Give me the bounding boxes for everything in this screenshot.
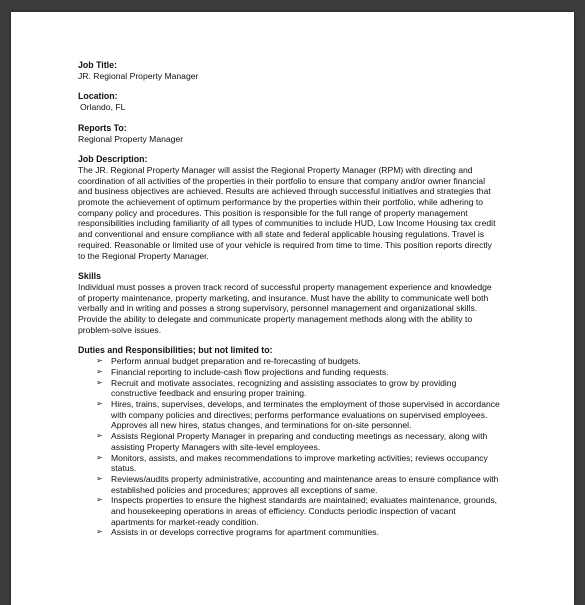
arrow-bullet-icon: ➢ — [96, 398, 103, 408]
duty-item-line: Financial reporting to include-cash flow projections and funding requests. — [111, 366, 389, 377]
job-description-line: coordination of all activities of the properties in their portfolio to ensure that company and/or owner financial — [78, 175, 485, 186]
job-description-line: The JR. Regional Property Manager will assist the Regional Property Manager (RPM) with directing and — [78, 164, 473, 175]
duty-item-line: Approves all new hires, status changes, and terminations for on-site personnel. — [111, 420, 412, 431]
duty-item-line: assisting Property Managers with site-level employees. — [111, 441, 321, 452]
skills-line: verbally and in writing and posses a strong supervisory, personnel management and organizational skills. — [78, 303, 478, 314]
duty-item — [96, 474, 528, 495]
reports-to-section — [78, 123, 528, 144]
duty-item — [96, 495, 528, 527]
duty-item-line: and housekeeping operations in areas of efficiency. Conducts periodic inspection of vacant — [111, 506, 456, 517]
duty-item-line: Inspects properties to ensure the highest standards are maintained; evaluates maintenance, grounds, — [111, 495, 498, 506]
duty-item — [96, 527, 528, 538]
duty-item-line: apartments for market-ready condition. — [111, 516, 259, 527]
document-content — [78, 60, 528, 547]
arrow-bullet-icon: ➢ — [96, 495, 103, 505]
job-description-heading: Job Description: — [78, 154, 148, 165]
duty-item — [96, 399, 528, 431]
skills-section — [78, 271, 528, 335]
duty-item — [96, 431, 528, 452]
duty-item-line: established policies and procedures; approves all exceptions of same. — [111, 484, 378, 495]
duties-section — [78, 345, 528, 538]
skills-line: of property maintenance, property marketing, and insurance. Must have the ability to communicate well both — [78, 292, 489, 303]
job-title-heading: Job Title: — [78, 60, 117, 70]
job-title-section — [78, 60, 528, 81]
duty-item — [96, 367, 528, 378]
skills-line: problem-solve issues. — [78, 324, 162, 335]
arrow-bullet-icon: ➢ — [96, 366, 103, 376]
job-description-text — [78, 165, 528, 261]
duty-item-line: Reviews/audits property administrative, accounting and maintenance areas to ensure compliance with — [111, 473, 499, 484]
job-description-section — [78, 154, 528, 261]
duty-item-line: Monitors, assists, and makes recommendations to improve marketing activities; reviews occupancy — [111, 452, 488, 463]
location-value: Orlando, FL — [80, 102, 126, 113]
location-heading: Location: — [78, 91, 118, 102]
duty-item — [96, 378, 528, 399]
arrow-bullet-icon: ➢ — [96, 377, 103, 387]
job-description-line: promote the achievement of optimum performance by the properties within their portfolio, while adhering to — [78, 197, 484, 208]
arrow-bullet-icon: ➢ — [96, 356, 103, 366]
duty-item-line: Assists Regional Property Manager in preparing and conducting meetings as necessary, along with — [111, 431, 488, 442]
duty-item-line: status. — [111, 463, 137, 474]
duty-item-line: constructive feedback and ensuring proper training. — [111, 388, 307, 399]
arrow-bullet-icon: ➢ — [96, 473, 103, 483]
reports-to-value: Regional Property Manager — [78, 133, 184, 144]
job-description-line: company policy and procedures. This position is responsible for the full range of property management — [78, 207, 468, 218]
skills-line: Individual must posses a proven track record of successful property management experience and knowledge — [78, 281, 492, 292]
document-page — [11, 12, 574, 605]
duty-item — [96, 453, 528, 474]
reports-to-heading: Reports To: — [78, 122, 127, 133]
duty-item-line: Recruit and motivate associates, recognizing and assisting associates to grow by providing — [111, 377, 457, 388]
arrow-bullet-icon: ➢ — [96, 452, 103, 462]
location-section — [78, 91, 528, 112]
duties-heading: Duties and Responsibilities; but not limited to: — [78, 345, 273, 356]
duty-item-line: Perform annual budget preparation and re-forecasting of budgets. — [111, 356, 361, 367]
skills-heading: Skills — [78, 271, 101, 282]
job-description-line: and business objectives are achieved. Results are achieved through successful initiatives and strategies that — [78, 186, 491, 197]
job-description-line: and conventional and ensure compliance with all state and federal applicable housing regulations. Travel is — [78, 229, 485, 240]
duties-list — [78, 356, 528, 538]
skills-line: Provide the ability to delegate and communicate property management methods along with the ability to — [78, 314, 473, 325]
job-description-line: to the Regional Property Manager. — [78, 250, 209, 261]
arrow-bullet-icon: ➢ — [96, 527, 103, 537]
duty-item-line: with company policies and directives; performs performance evaluations on supervised employees. — [111, 409, 488, 420]
arrow-bullet-icon: ➢ — [96, 431, 103, 441]
duty-item-line: Assists in or develops corrective programs for apartment communities. — [111, 527, 379, 538]
duty-item — [96, 356, 528, 367]
skills-text — [78, 282, 528, 336]
job-title-value: JR. Regional Property Manager — [78, 70, 199, 81]
job-description-line: required. Reasonable or limited use of your vehicle is required from time to time. This position reports directly — [78, 239, 492, 250]
duty-item-line: Hires, trains, supervises, develops, and terminates the employment of those supervised in accordance — [111, 398, 500, 409]
job-description-line: responsibilities including familiarity of all types of communities to include HUD, Low Income Housing tax credit — [78, 218, 496, 229]
